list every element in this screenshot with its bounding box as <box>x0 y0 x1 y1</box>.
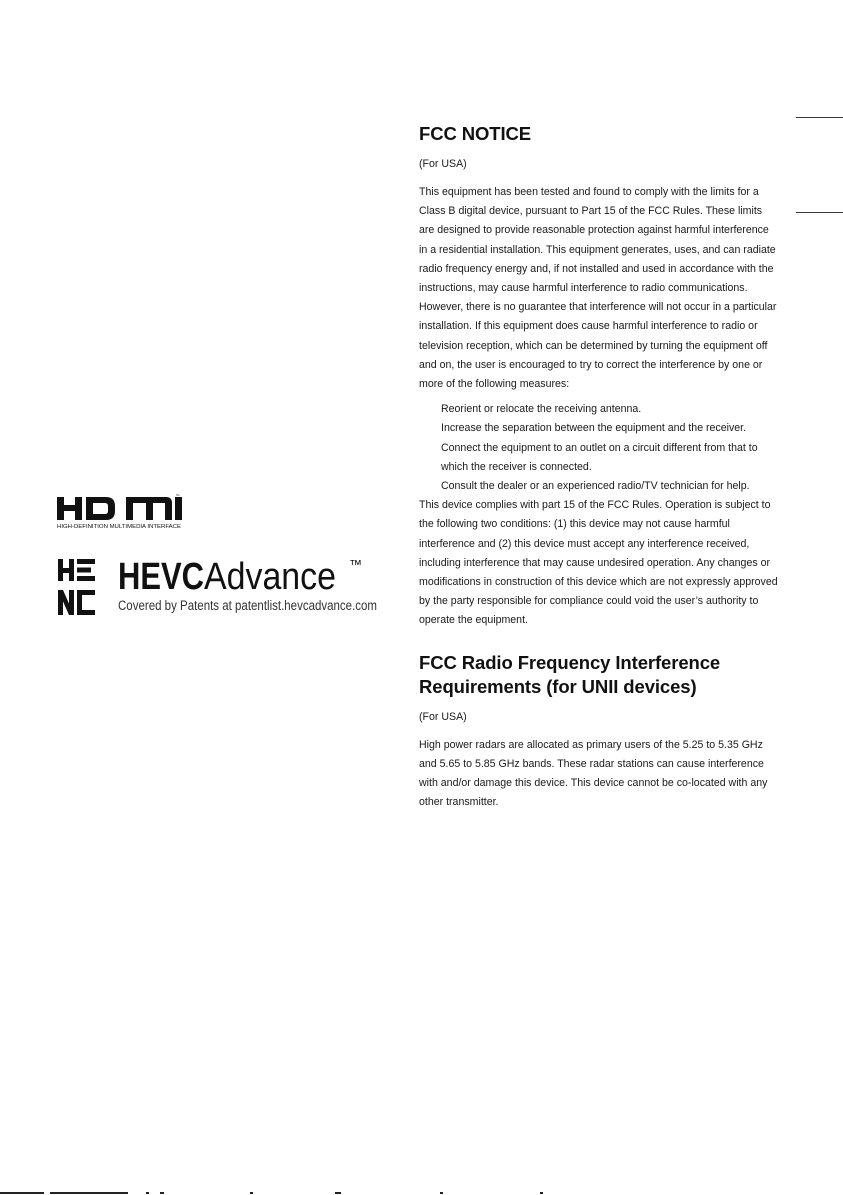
measure-item: Connect the equipment to an outlet on a circuit different from that to which the receiver is connected. <box>441 441 758 473</box>
fcc-rf-region: (For USA) <box>419 710 467 723</box>
margin-rule-bottom <box>796 212 843 213</box>
hevc-advance-logo <box>55 553 375 623</box>
hevc-wordmark-light: Advance <box>204 556 336 598</box>
fcc-notice-body: This equipment has been tested and found to comply with the limits for a Class B digital device, pursuant to Part 15 of the FCC Rules. These limits are designed to provide reasonable protection against harmful interference in a residential installation. This equipment generates, uses, and can radiate radio frequency energy and, if not installed and used in accordance with the instructions, may cause harmful interference to radio communications. However, there is no guarantee that interference will not occur in a particular installation. If this equipment does cause harmful interference to radio or television reception, which can be determined by turning the equipment off and on, the user is encouraged to try to correct the interference by one or more of the following measures: <box>419 186 777 391</box>
hevc-emblem-icon <box>58 559 95 615</box>
measure-item: Consult the dealer or an experienced radio/TV technician for help. <box>441 480 750 493</box>
fcc-rf-section <box>419 651 779 813</box>
fcc-compliance-statement: This device complies with part 15 of the FCC Rules. Operation is subject to the following two conditions: (1) this device may not cause harmful interference and (2) this device must accept any interference received, including interference that may cause undesired operation. Any changes or modifications in construction of this device which are not expressly approved by the party responsible for compliance could void the user’s authority to operate the equipment. <box>419 499 778 627</box>
hdmi-trademark: ™ <box>175 493 180 498</box>
fcc-notice-region: (For USA) <box>419 158 467 170</box>
hevc-wordmark-bold: HEVC <box>118 556 204 598</box>
margin-rule-top <box>796 117 843 118</box>
hevc-trademark: ™ <box>349 557 362 572</box>
fcc-rf-body: High power radars are allocated as primary users of the 5.25 to 5.35 GHz and 5.65 to 5.85 GHz bands. These radar stations can cause interference with and/or damage this device. This device cannot be co-located with any other transmitter. <box>419 738 768 809</box>
interference-measures-list <box>419 400 779 496</box>
fcc-rf-heading: FCC Radio Frequency Interference Requirements (for UNII devices) <box>419 651 721 697</box>
fcc-notice-section <box>419 122 779 631</box>
logo-column <box>55 493 385 623</box>
hevc-tagline: Covered by Patents at patentlist.hevcadvance.com <box>118 598 377 613</box>
hdmi-logo <box>55 493 183 529</box>
regulatory-text-column <box>419 122 779 812</box>
measure-item: Increase the separation between the equipment and the receiver. <box>441 422 747 435</box>
hdmi-tagline: HIGH-DEFINITION MULTIMEDIA INTERFACE <box>57 524 182 530</box>
print-registration-marks <box>0 1191 843 1195</box>
measure-item: Reorient or relocate the receiving antenna. <box>441 403 642 416</box>
fcc-notice-heading: FCC NOTICE <box>419 123 532 144</box>
